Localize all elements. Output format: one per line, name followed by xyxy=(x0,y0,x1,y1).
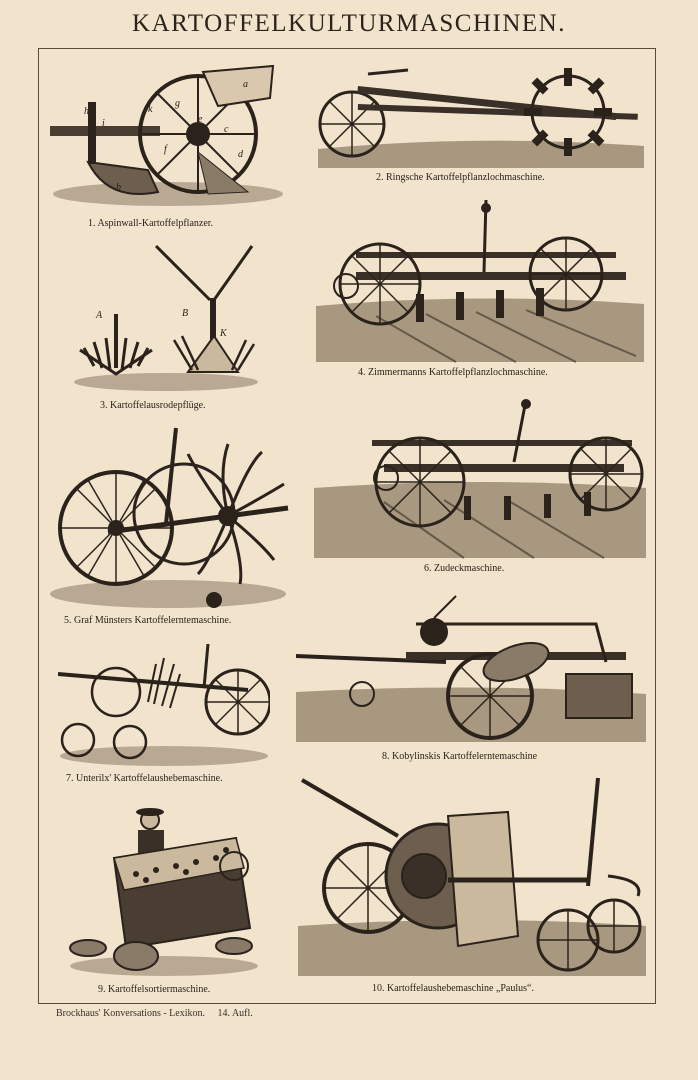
caption-7: 7. Unterilx' Kartoffelaushebemaschine. xyxy=(66,773,223,784)
figure-4-illustration xyxy=(316,196,644,364)
figure-5-illustration xyxy=(48,424,294,610)
label-K: K xyxy=(220,328,227,339)
caption-1: 1. Aspinwall-Kartoffelpflanzer. xyxy=(88,218,214,229)
figure-9-illustration xyxy=(66,798,262,980)
figure-6-illustration xyxy=(314,392,646,560)
label-a: a xyxy=(243,79,248,90)
caption-2: 2. Ringsche Kartoffelpflanzlochmaschine. xyxy=(376,172,545,183)
label-d: d xyxy=(238,149,243,160)
label-i: i xyxy=(102,118,105,129)
label-f: f xyxy=(164,144,167,155)
caption-10: 10. Kartoffelaushebemaschine „Paulus“. xyxy=(372,983,534,994)
figure-10-illustration xyxy=(298,776,646,976)
footer-edition: 14. Aufl. xyxy=(217,1008,253,1019)
label-g: g xyxy=(175,98,180,109)
label-c: c xyxy=(224,124,229,135)
figure-8-illustration xyxy=(296,592,646,744)
label-k: k xyxy=(148,104,153,115)
label-e: e xyxy=(198,114,203,125)
label-A: A xyxy=(96,310,103,321)
label-h: h xyxy=(84,106,89,117)
caption-4: 4. Zimmermanns Kartoffelpflanzlochmaschine. xyxy=(358,367,548,378)
label-B: B xyxy=(182,308,189,319)
footer xyxy=(56,1008,253,1019)
caption-5: 5. Graf Münsters Kartoffelerntemaschine. xyxy=(64,615,232,626)
figure-1-illustration xyxy=(48,62,288,212)
footer-publisher: Brockhaus' Konversations - Lexikon. xyxy=(56,1008,205,1019)
label-b: b xyxy=(116,182,121,193)
caption-9: 9. Kartoffelsortiermaschine. xyxy=(98,984,211,995)
figure-7-illustration xyxy=(58,644,270,768)
page-title: KARTOFFELKULTURMASCHINEN. xyxy=(132,10,566,37)
caption-3: 3. Kartoffelausrodepflüge. xyxy=(100,400,206,411)
figure-3-illustration xyxy=(70,240,262,392)
caption-8: 8. Kobylinskis Kartoffelerntemaschine xyxy=(382,751,538,762)
caption-6: 6. Zudeckmaschine. xyxy=(424,563,505,574)
figure-2-illustration xyxy=(318,64,644,168)
